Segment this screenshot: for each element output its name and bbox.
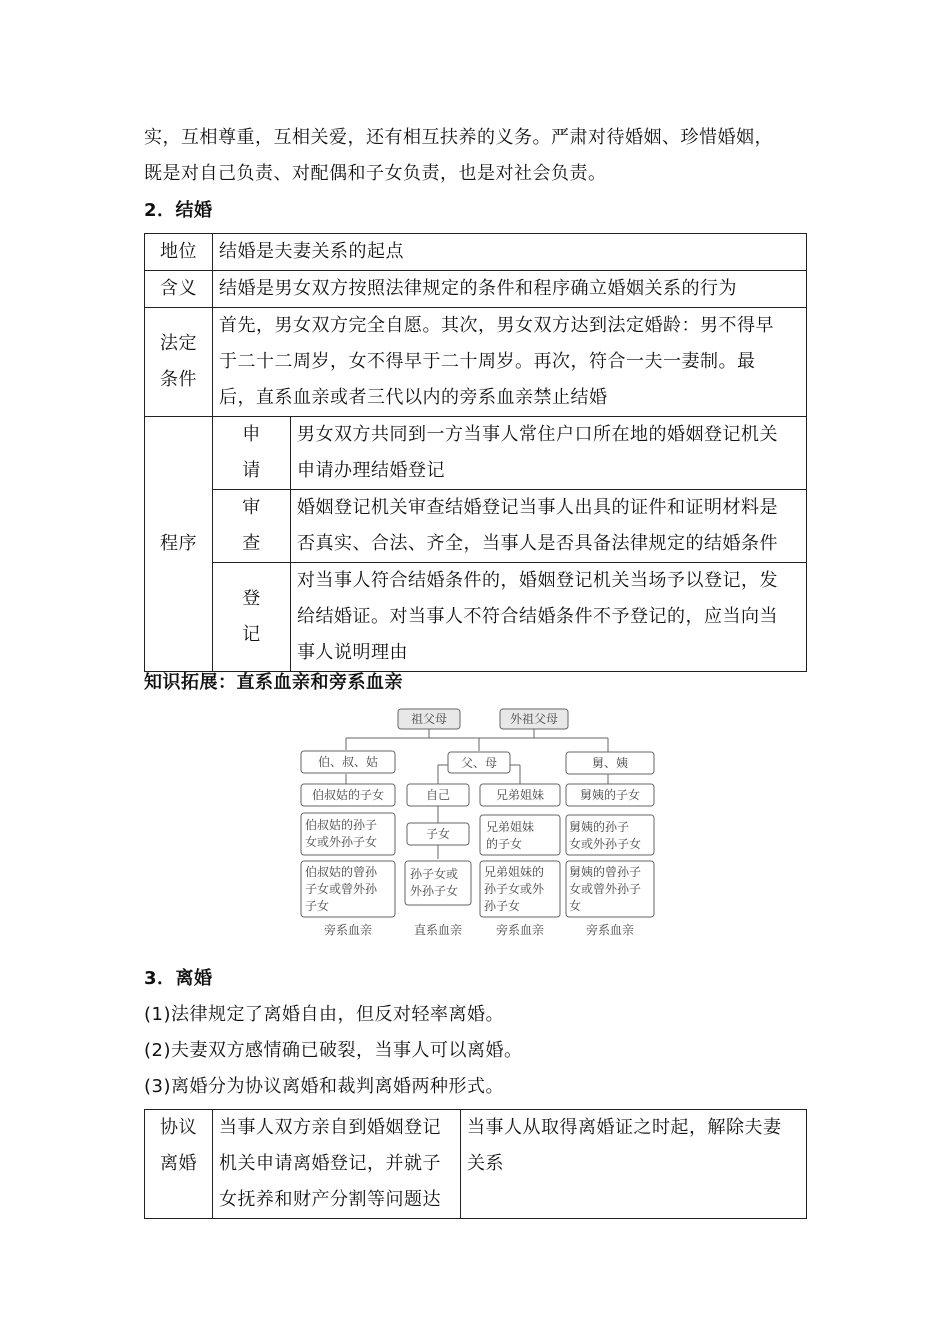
col4-l1: 舅、姨	[591, 756, 629, 770]
register-text	[291, 563, 807, 672]
effect-line-2: 关系	[467, 1153, 504, 1174]
col3-l3a: 兄弟姐妹	[486, 820, 535, 834]
review-text	[291, 490, 807, 563]
col4-l3a: 舅姨的孙子	[569, 820, 630, 834]
col4-l2: 舅姨的子女	[579, 788, 641, 802]
effect-line-1: 当事人从取得离婚证之时起，解除夫妻	[467, 1117, 782, 1138]
col3-l4a: 兄弟姐妹的	[484, 865, 545, 879]
divorce-table	[144, 1109, 807, 1219]
col2-l4b: 外孙子女	[410, 884, 459, 898]
agreement-divorce-label	[145, 1110, 213, 1219]
intro-paragraph	[144, 120, 808, 192]
review-line-2: 否真实、合法、齐全，当事人是否具备法律规定的结婚条件	[297, 533, 778, 554]
table-row	[145, 234, 807, 271]
conditions-label	[145, 308, 213, 417]
grandparents-label: 祖父母	[410, 712, 448, 726]
apply-line-1: 男女双方共同到一方当事人常住户口所在地的婚姻登记机关	[297, 424, 778, 445]
intro-line-1: 实，互相尊重，互相关爱，还有相互扶养的义务。严肃对待婚姻、珍惜婚姻，	[144, 127, 773, 148]
table-row	[145, 490, 807, 563]
marriage-heading: 2．结婚	[144, 200, 213, 221]
conditions-line-1: 首先，男女双方完全自愿。其次，男女双方达到法定婚龄：男不得早	[219, 315, 774, 336]
divorce-heading: 3．离婚	[144, 968, 213, 989]
register-label-char-2: 记	[242, 624, 261, 645]
register-label	[213, 563, 291, 672]
conditions-line-2: 于二十二周岁，女不得早于二十周岁。再次，符合一夫一妻制。最	[219, 351, 756, 372]
col1-l4a: 伯叔姑的曾孙	[305, 865, 378, 879]
procedure-label: 程序	[145, 417, 213, 672]
col2-l2: 自己	[425, 788, 451, 802]
meaning-label: 含义	[145, 271, 213, 308]
review-label-char-1: 审	[242, 497, 261, 518]
col1-l4b: 子女或曾外孙	[305, 882, 378, 896]
register-label-char-1: 登	[242, 588, 261, 609]
marriage-table	[144, 233, 807, 672]
conditions-label-line-2: 条件	[160, 369, 197, 390]
table-row	[145, 308, 807, 417]
agreement-label-line-2: 离婚	[160, 1153, 197, 1174]
table-row	[145, 271, 807, 308]
col3-l2: 兄弟姐妹	[495, 788, 545, 802]
col2-caption: 直系血亲	[413, 923, 463, 937]
status-label: 地位	[145, 234, 213, 271]
maternal-grandparents-label: 外祖父母	[509, 712, 559, 726]
col1-l1: 伯、叔、姑	[317, 755, 379, 769]
apply-label-char-1: 申	[242, 424, 261, 445]
agreement-effect-text	[461, 1110, 807, 1219]
conditions-line-3: 后，直系血亲或者三代以内的旁系血亲禁止结婚	[219, 387, 608, 408]
review-label-char-2: 查	[242, 533, 261, 554]
agreement-line-3: 女抚养和财产分割等问题达	[219, 1189, 441, 1210]
kinship-tree-diagram	[298, 705, 658, 940]
col4-l4b: 女或曾外孙子	[569, 882, 642, 896]
table-row	[145, 417, 807, 490]
register-line-1: 对当事人符合结婚条件的，婚姻登记机关当场予以登记，发	[297, 570, 778, 591]
divorce-point-3: (3)离婚分为协议离婚和裁判离婚两种形式。	[144, 1076, 504, 1097]
review-label	[213, 490, 291, 563]
col4-l4c: 女	[569, 899, 582, 913]
apply-text	[291, 417, 807, 490]
col1-l4c: 子女	[305, 899, 330, 913]
col1-l2: 伯叔姑的子女	[311, 788, 385, 802]
col2-l3: 子女	[425, 827, 451, 841]
col3-caption: 旁系血亲	[495, 923, 545, 937]
agreement-line-1: 当事人双方亲自到婚姻登记	[219, 1117, 441, 1138]
apply-label	[213, 417, 291, 490]
review-line-1: 婚姻登记机关审查结婚登记当事人出具的证件和证明材料是	[297, 497, 778, 518]
col3-l3b: 的子女	[486, 837, 523, 851]
apply-line-2: 申请办理结婚登记	[297, 460, 445, 481]
agreement-procedure-text	[213, 1110, 461, 1219]
col2-l1: 父、母	[460, 756, 498, 770]
conditions-text	[213, 308, 807, 417]
col4-l3b: 女或外孙子女	[569, 837, 642, 851]
col1-caption: 旁系血亲	[323, 923, 373, 937]
col2-l4a: 孙子女或	[410, 867, 459, 881]
tree-nodes	[301, 709, 654, 937]
intro-line-2: 既是对自己负责、对配偶和子女负责，也是对社会负责。	[144, 163, 607, 184]
col3-l4b: 孙子女或外	[484, 882, 545, 896]
status-text: 结婚是夫妻关系的起点	[213, 234, 807, 271]
col3-l4c: 孙子女	[484, 899, 521, 913]
register-line-2: 给结婚证。对当事人不符合结婚条件不予登记的，应当向当	[297, 606, 778, 627]
table-row	[145, 563, 807, 672]
extension-heading: 知识拓展：直系血亲和旁系血亲	[144, 672, 403, 693]
col1-l3b: 女或外孙子女	[305, 835, 378, 849]
agreement-label-line-1: 协议	[160, 1117, 197, 1138]
col4-l4a: 舅姨的曾孙子	[569, 865, 642, 879]
divorce-point-2: (2)夫妻双方感情确已破裂，当事人可以离婚。	[144, 1040, 523, 1061]
register-line-3: 事人说明理由	[297, 642, 408, 663]
meaning-text: 结婚是男女双方按照法律规定的条件和程序确立婚姻关系的行为	[213, 271, 807, 308]
col1-l3a: 伯叔姑的孙子	[305, 818, 378, 832]
col4-caption: 旁系血亲	[585, 923, 635, 937]
conditions-label-line-1: 法定	[160, 333, 197, 354]
table-row	[145, 1110, 807, 1219]
divorce-point-1: (1)法律规定了离婚自由，但反对轻率离婚。	[144, 1004, 504, 1025]
agreement-line-2: 机关申请离婚登记，并就子	[219, 1153, 441, 1174]
apply-label-char-2: 请	[242, 460, 261, 481]
